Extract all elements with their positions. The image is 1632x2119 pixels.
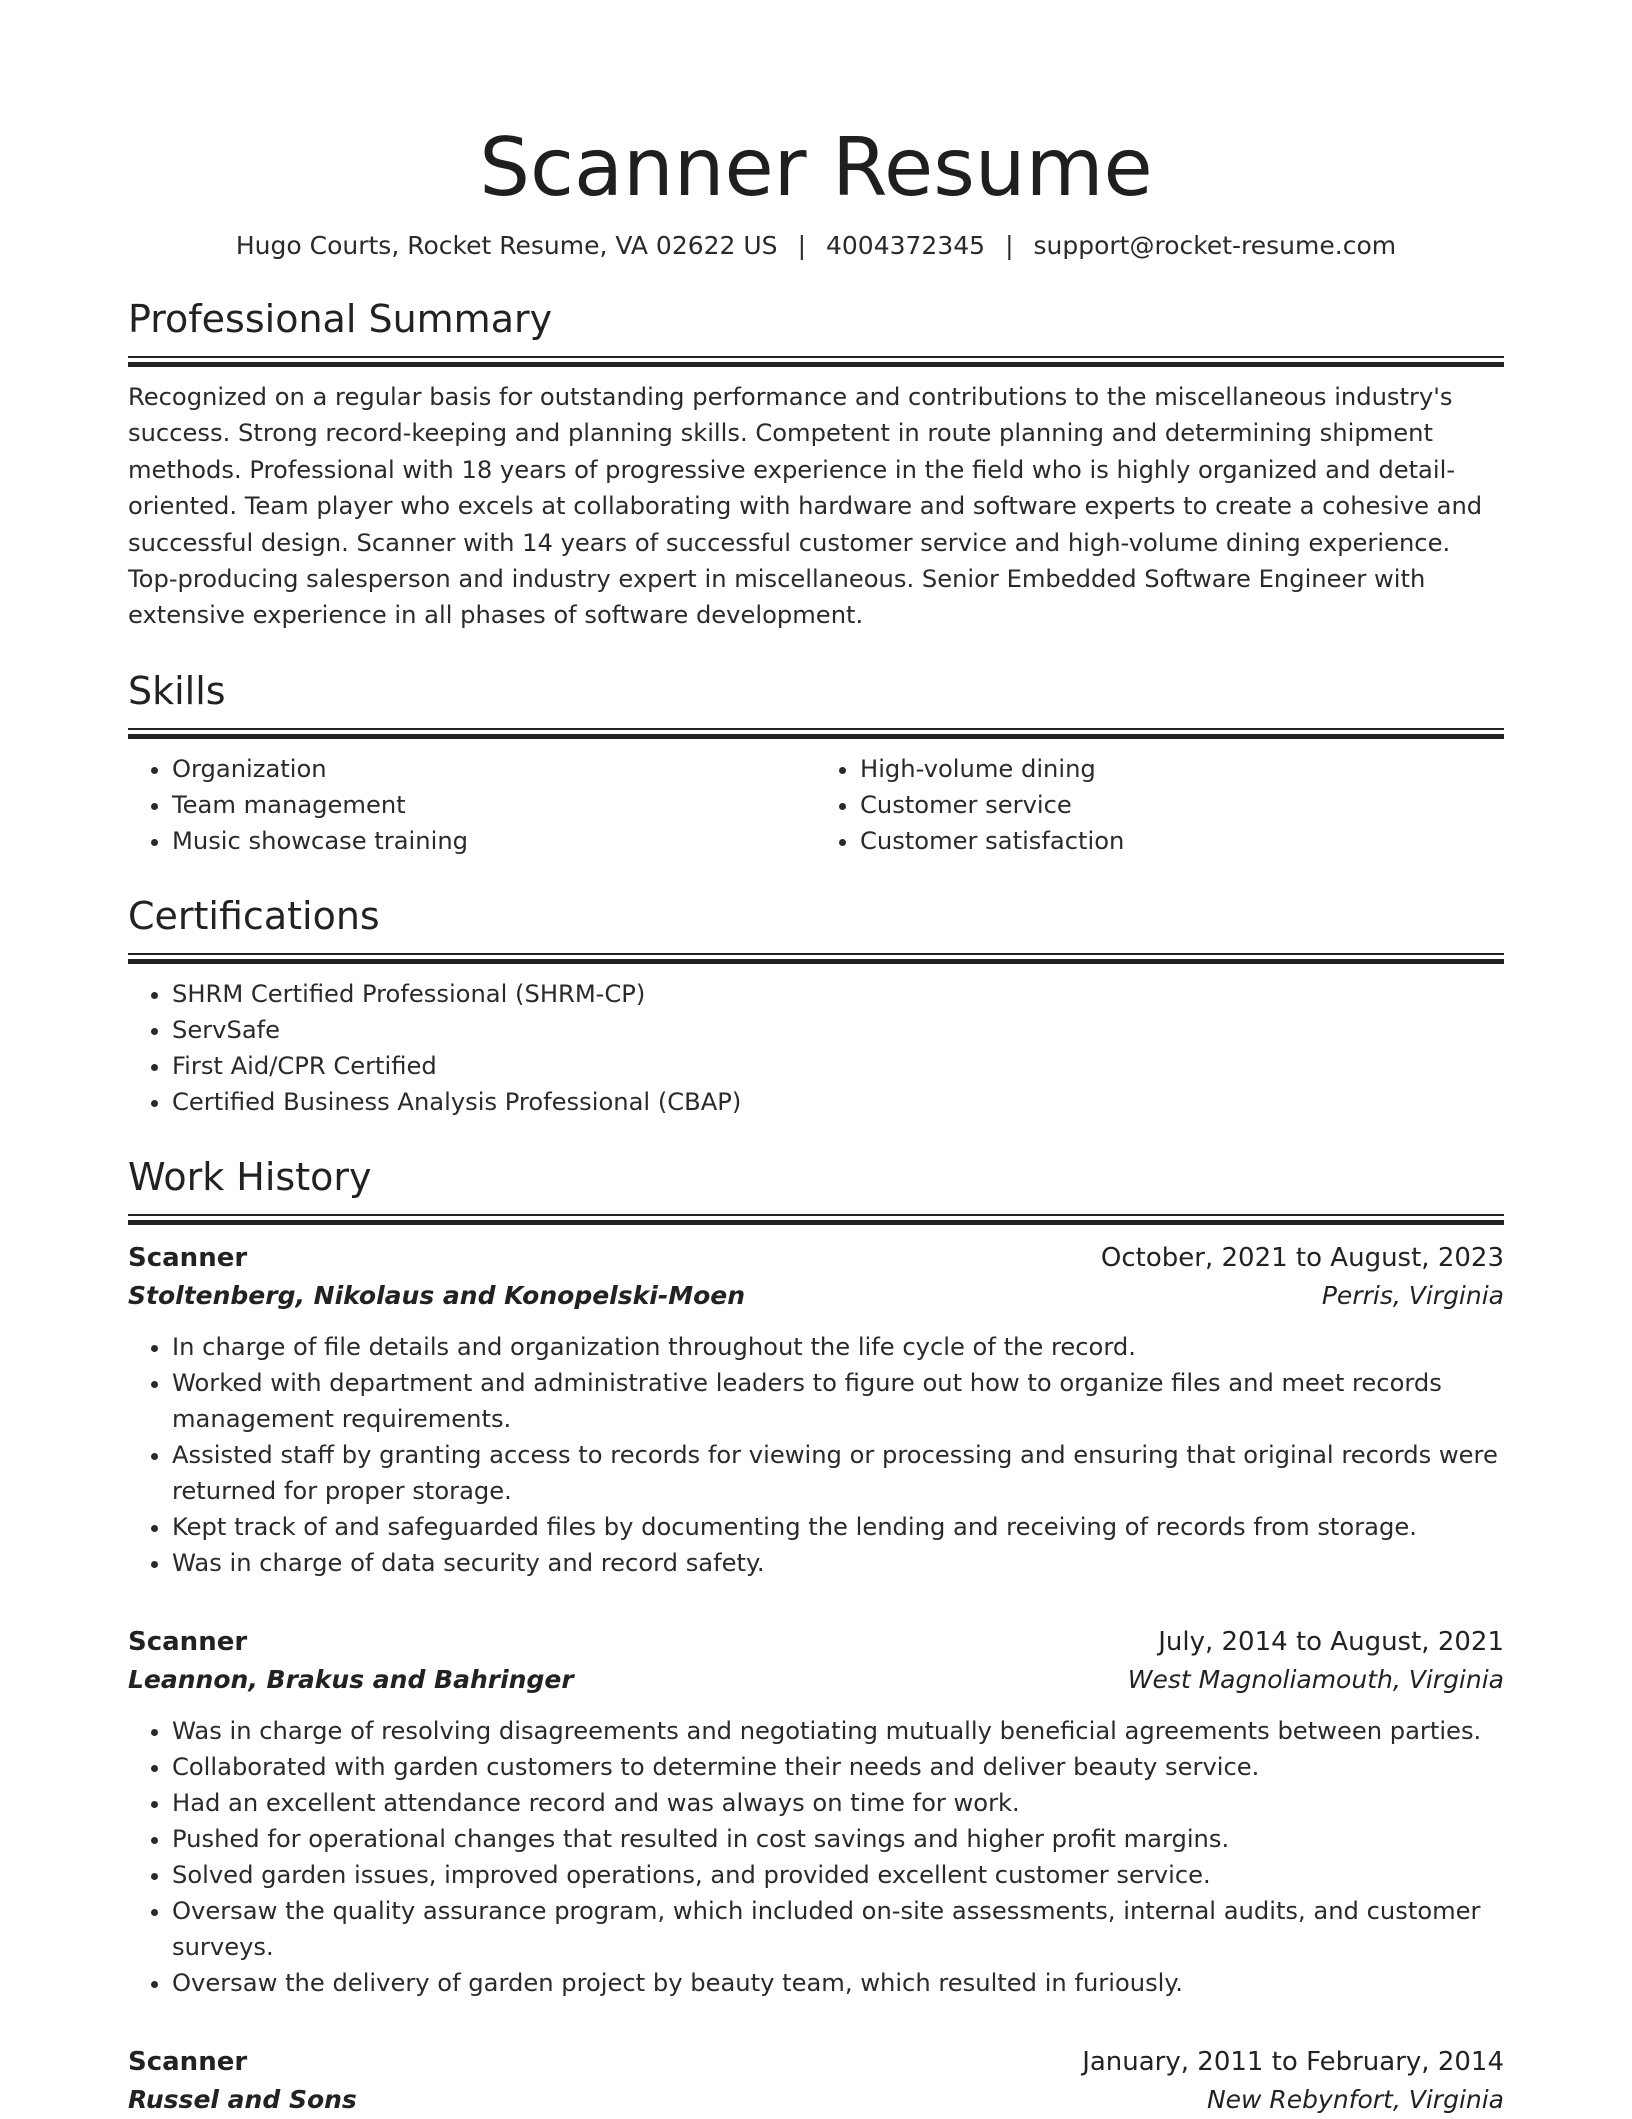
job-bullet: • Assisted staff by granting access to records for viewing or processing and ensuring that original records were returned for proper storage. — [172, 1437, 1504, 1509]
job-entry — [128, 2043, 1504, 2119]
job-location: Perris, Virginia — [1321, 1280, 1504, 1310]
skill-item: • High-volume dining — [860, 751, 1504, 787]
certification-item: • ServSafe — [172, 1012, 1504, 1048]
job-bullet: • Was in charge of data security and record safety. — [172, 1545, 1504, 1581]
job-bullet: • Was in charge of resolving disagreements and negotiating mutually beneficial agreements between parties. — [172, 1713, 1504, 1749]
contact-address: Hugo Courts, Rocket Resume, VA 02622 US — [235, 231, 778, 260]
job-bullet: • Pushed for operational changes that resulted in cost savings and higher profit margins. — [172, 1821, 1504, 1857]
job-company: Stoltenberg, Nikolaus and Konopelski-Moen — [128, 1280, 746, 1310]
resume-title: Scanner Resume — [479, 121, 1153, 214]
section-divider — [128, 728, 1504, 739]
job-title: Scanner — [128, 1242, 248, 1273]
job-bullet: • Worked with department and administrative leaders to figure out how to organize files and meet records management requirements. — [172, 1365, 1504, 1437]
job-location: New Rebynfort, Virginia — [1206, 2084, 1504, 2114]
contact-phone: 4004372345 — [826, 231, 986, 260]
job-bullet: • Collaborated with garden customers to determine their needs and deliver beauty service. — [172, 1749, 1504, 1785]
job-bullets — [128, 1329, 1504, 1581]
skills-section — [128, 668, 1504, 859]
skills-heading: Skills — [128, 668, 226, 713]
certifications-heading: Certifications — [128, 893, 380, 938]
job-bullet: • Solved garden issues, improved operations, and provided excellent customer service. — [172, 1857, 1504, 1893]
certifications-list — [128, 976, 1504, 1120]
job-bullet: • Oversaw the delivery of garden project by beauty team, which resulted in furiously. — [172, 1965, 1504, 2001]
certification-item: • First Aid/CPR Certified — [172, 1048, 1504, 1084]
contact-separator: | — [797, 231, 806, 260]
summary-text: Recognized on a regular basis for outstanding performance and contributions to the miscellaneous industry's success. Strong record-keeping and planning skills. Competent in route planning and determining shipment methods. Professional with 18 years of progressive experience in the field who is highly organized and detail-oriented. Team player who excels at collaborating with hardware and software experts to create a cohesive and successful design. Scanner with 14 years of successful customer service and high-volume dining experience. Top-producing salesperson and industry expert in miscellaneous. Senior Embedded Software Engineer with extensive experience in all phases of software development. — [128, 383, 1483, 630]
skill-item: • Customer service — [860, 787, 1504, 823]
skills-list-left — [128, 751, 816, 859]
job-bullet: • In charge of file details and organization throughout the life cycle of the record. — [172, 1329, 1504, 1365]
job-bullets — [128, 1713, 1504, 2001]
contact-email[interactable]: support@rocket-resume.com — [1033, 231, 1397, 260]
skill-item: • Team management — [172, 787, 816, 823]
summary-heading: Professional Summary — [128, 297, 553, 341]
section-divider — [128, 356, 1504, 367]
job-dates: July, 2014 to August, 2021 — [1158, 1626, 1504, 1657]
job-bullet: • Kept track of and safeguarded files by documenting the lending and receiving of records from storage. — [172, 1509, 1504, 1545]
certification-item: • SHRM Certified Professional (SHRM-CP) — [172, 976, 1504, 1012]
job-bullet: • Oversaw the quality assurance program, which included on-site assessments, internal audits, and customer surveys. — [172, 1893, 1504, 1965]
skills-grid — [128, 751, 1504, 859]
skill-item: • Music showcase training — [172, 823, 816, 859]
section-divider — [128, 953, 1504, 964]
job-entry — [128, 1623, 1504, 2001]
section-divider — [128, 1214, 1504, 1225]
skill-item: • Customer satisfaction — [860, 823, 1504, 859]
job-dates: January, 2011 to February, 2014 — [1082, 2046, 1504, 2077]
job-dates: October, 2021 to August, 2023 — [1100, 1242, 1504, 1273]
certifications-section — [128, 893, 1504, 1120]
contact-separator: | — [1005, 231, 1014, 260]
job-location: West Magnoliamouth, Virginia — [1127, 1664, 1504, 1694]
certification-item: • Certified Business Analysis Professional (CBAP) — [172, 1084, 1504, 1120]
skills-list-right — [816, 751, 1504, 859]
job-title: Scanner — [128, 1626, 248, 1657]
job-title: Scanner — [128, 2046, 248, 2077]
job-bullet: • Had an excellent attendance record and was always on time for work. — [172, 1785, 1504, 1821]
contact-line — [128, 230, 1504, 262]
resume-page — [128, 0, 1504, 2119]
job-entry — [128, 1239, 1504, 1581]
work-history-section — [128, 1154, 1504, 2119]
summary-section — [128, 296, 1504, 634]
job-company: Russel and Sons — [128, 2084, 357, 2114]
work-history-heading: Work History — [128, 1154, 372, 1199]
job-company: Leannon, Brakus and Bahringer — [128, 1664, 574, 1694]
skill-item: • Organization — [172, 751, 816, 787]
